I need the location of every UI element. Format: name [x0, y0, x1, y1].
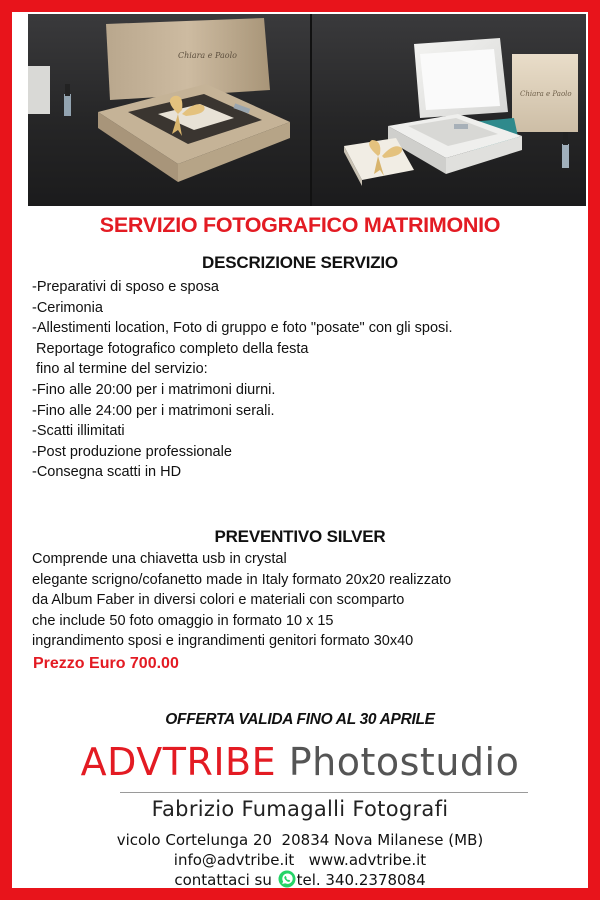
- address: vicolo Cortelunga 20 20834 Nova Milanese (MB): [116, 831, 484, 849]
- contact-prefix: contattaci su: [174, 871, 272, 888]
- brand-divider: [120, 792, 528, 793]
- list-item: elegante scrigno/cofanetto made in Italy formato 20x20 realizzato: [32, 571, 452, 588]
- list-item: -Post produzione professionale: [32, 443, 232, 460]
- list-item: Comprende una chiavetta usb in crystal: [32, 551, 287, 567]
- photo-boxes: [28, 14, 586, 206]
- email-website-line: [12, 850, 588, 870]
- email-link[interactable]: info@advtribe.it: [173, 851, 295, 869]
- list-item: -Fino alle 24:00 per i matrimoni serali.: [32, 402, 275, 419]
- list-item: -Scatti illimitati: [32, 423, 125, 440]
- brand-name-red: ADVTRIBE: [80, 740, 277, 784]
- silver-package-heading: PREVENTIVO SILVER: [214, 527, 386, 546]
- phone-line: [12, 870, 588, 888]
- silver-package-details: [32, 549, 578, 652]
- main-title: SERVIZIO FOTOGRAFICO MATRIMONIO: [99, 213, 501, 237]
- website-link[interactable]: www.advtribe.it: [308, 851, 427, 869]
- brand-logo: [12, 738, 588, 786]
- list-item: Reportage fotografico completo della festa: [32, 340, 309, 357]
- service-description-list: [32, 277, 572, 483]
- flyer-frame: [12, 12, 588, 888]
- whatsapp-icon[interactable]: [278, 870, 296, 888]
- description-heading: DESCRIZIONE SERVIZIO: [202, 253, 398, 272]
- list-item: -Preparativi di sposo e sposa: [32, 279, 219, 295]
- list-item: fino al termine del servizio:: [32, 361, 208, 378]
- brand-name-gray: Photostudio: [288, 740, 520, 784]
- lid-inscription-right: Chiara e Paolo: [520, 90, 572, 98]
- offer-validity: OFFERTA VALIDA FINO AL 30 APRILE: [165, 711, 435, 728]
- phone-number[interactable]: tel. 340.2378084: [296, 871, 426, 888]
- list-item: ingrandimento sposi e ingrandimenti genitori formato 30x40: [32, 633, 414, 650]
- product-photo: [28, 14, 586, 206]
- list-item: -Cerimonia: [32, 299, 103, 316]
- studio-name: Fabrizio Fumagalli Fotografi: [151, 797, 449, 821]
- lid-inscription-left: Chiara e Paolo: [178, 51, 237, 60]
- list-item: che include 50 foto omaggio in formato 10 x 15: [32, 612, 334, 629]
- list-item: da Album Faber in diversi colori e materiali con scomparto: [32, 592, 405, 609]
- list-item: -Allestimenti location, Foto di gruppo e foto "posate" con gli sposi.: [32, 320, 453, 337]
- package-price: Prezzo Euro 700.00: [33, 655, 179, 672]
- contact-block: [12, 830, 588, 888]
- list-item: -Fino alle 20:00 per i matrimoni diurni.: [32, 381, 276, 398]
- list-item: -Consegna scatti in HD: [32, 464, 182, 481]
